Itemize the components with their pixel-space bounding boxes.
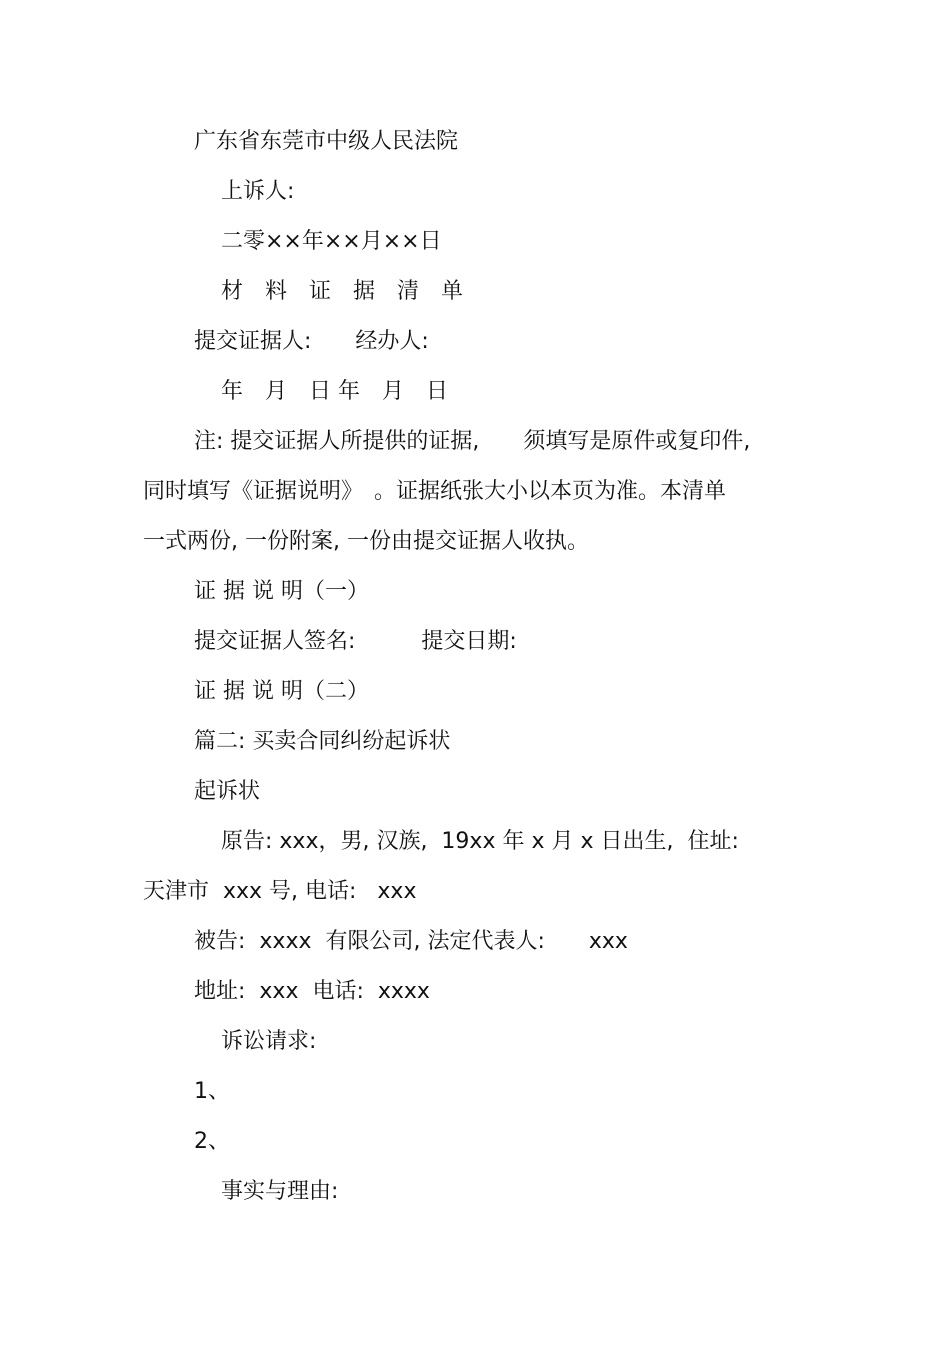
note-line-3: 一式两份, 一份附案, 一份由提交证据人收执。 <box>143 529 589 554</box>
complaint-title: 起诉状 <box>194 779 261 804</box>
section-two-heading: 篇二: 买卖合同纠纷起诉状 <box>194 729 451 754</box>
defendant-line: 被告: xxxx 有限公司, 法定代表人: xxx <box>194 929 628 954</box>
court-name: 广东省东莞市中级人民法院 <box>194 129 459 154</box>
address-line: 地址: xxx 电话: xxxx <box>194 979 430 1004</box>
evidence-note-1-title: 证 据 说 明（一） <box>194 579 369 604</box>
appellant-label: 上诉人: <box>221 179 295 204</box>
note-line-1: 注: 提交证据人所提供的证据, 须填写是原件或复印件, <box>194 429 751 454</box>
facts-reasons-heading: 事实与理由: <box>221 1179 339 1204</box>
claim-item-1: 1、 <box>194 1079 230 1104</box>
plaintiff-line-1: 原告: xxx，男, 汉族, 19xx 年 x 月 x 日出生, 住址: <box>221 829 739 854</box>
evidence-note-2-title: 证 据 说 明（二） <box>194 679 369 704</box>
date-line: 二零××年××月××日 <box>221 229 442 254</box>
claim-item-2: 2、 <box>194 1129 230 1154</box>
plaintiff-line-2: 天津市 xxx 号, 电话: xxx <box>143 879 417 904</box>
claims-heading: 诉讼请求: <box>221 1029 317 1054</box>
evidence-list-title: 材 料 证 据 清 单 <box>221 279 464 304</box>
note-line-2: 同时填写《证据说明》 。证据纸张大小以本页为准。本清单 <box>143 479 727 504</box>
date-fields-line: 年 月 日 年 月 日 <box>221 379 448 404</box>
submitter-handler-line: 提交证据人: 经办人: <box>194 329 429 354</box>
signature-date-line: 提交证据人签名: 提交日期: <box>194 629 517 654</box>
